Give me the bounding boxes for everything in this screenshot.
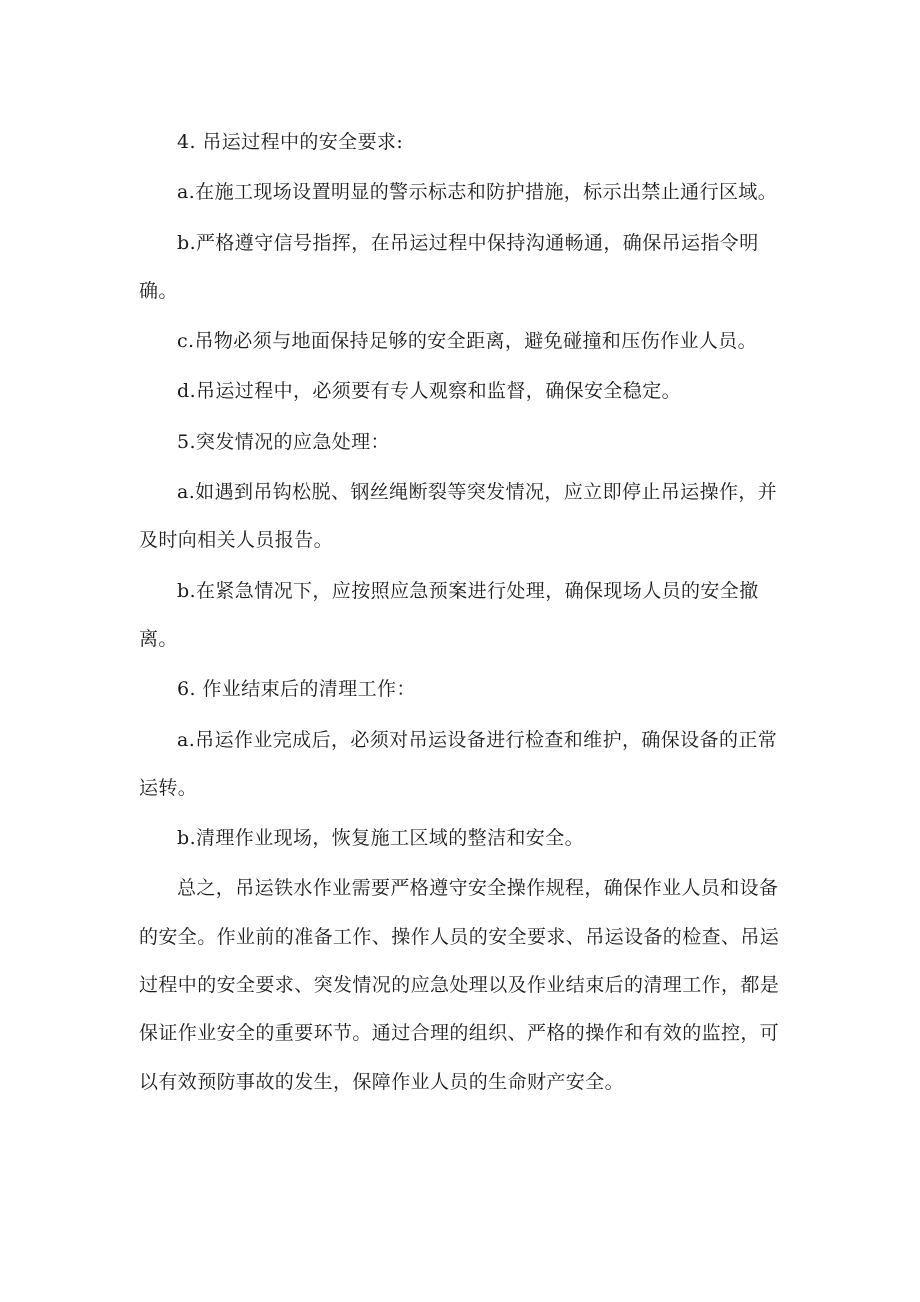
- section-heading-cleanup: 6. 作业结束后的清理工作：: [177, 678, 416, 701]
- list-item: a.在施工现场设置明显的警示标志和防护措施，标示出禁止通行区域。: [177, 181, 778, 204]
- section-heading-lifting-safety: 4. 吊运过程中的安全要求:: [177, 131, 404, 153]
- list-item: c.吊物必须与地面保持足够的安全距离，避免碰撞和压伤作业人员。: [177, 330, 758, 353]
- list-item: b.在紧急情况下，应按照应急预案进行处理，确保现场人员的安全撤离。: [139, 579, 759, 650]
- list-item: a.吊运作业完成后，必须对吊运设备进行检查和维护，确保设备的正常运转。: [139, 728, 778, 799]
- list-item: d.吊运过程中，必须要有专人观察和监督，确保安全稳定。: [177, 380, 682, 403]
- list-item: b.严格遵守信号指挥，在吊运过程中保持沟通畅通，确保吊运指令明确。: [139, 231, 759, 302]
- summary-paragraph: 总之，吊运铁水作业需要严格遵守安全操作规程，确保作业人员和设备的安全。作业前的准备工作、操作人员的安全要求、吊运设备的检查、吊运过程中的安全要求、突发情况的应急处理以及作业结束后的清理工作，都是保证作业安全的重要环节。通过合理的组织、严格的操作和有效的监控，可以有效预防事故的发生，保障作业人员的生命财产安全。: [139, 877, 780, 1093]
- list-item: a.如遇到吊钩松脱、钢丝绳断裂等突发情况，应立即停止吊运操作，并及时向相关人员报告。: [139, 481, 778, 552]
- document-body: [139, 118, 789, 1108]
- section-heading-emergency: 5.突发情况的应急处理：: [177, 430, 390, 453]
- list-item: b.清理作业现场，恢复施工区域的整洁和安全。: [177, 827, 585, 850]
